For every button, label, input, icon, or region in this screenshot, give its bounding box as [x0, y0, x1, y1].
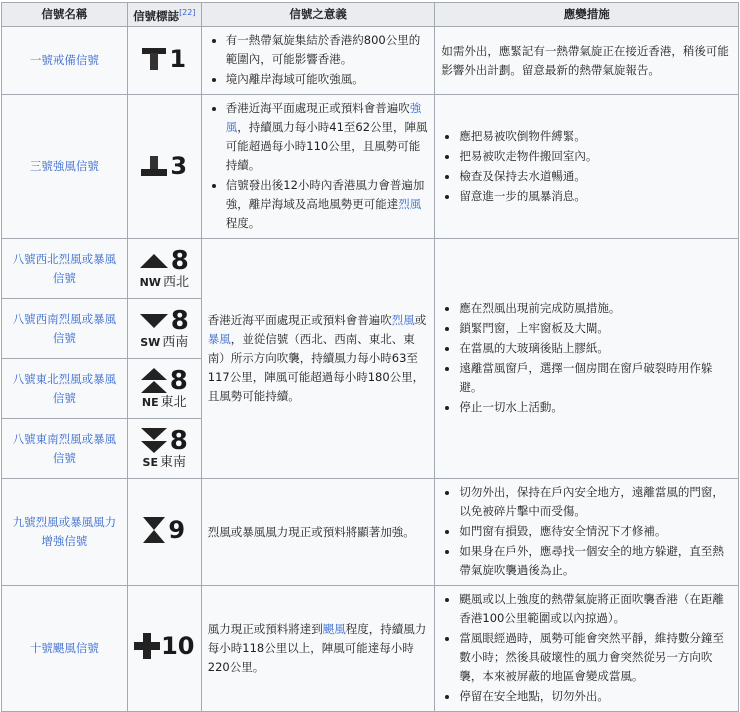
action-item: • 遠離當風窗戶，選擇一個房間在窗戶破裂時用作躲避。: [459, 359, 732, 397]
table-row: [2, 27, 739, 95]
typhoon-signals-table: [1, 2, 739, 712]
triangle-down-icon: [140, 314, 168, 328]
double-triangle-up-icon: [141, 368, 167, 394]
table-row: [2, 586, 739, 712]
action-item: • 在當風的大玻璃後貼上膠紙。: [459, 339, 732, 358]
signal-10-link[interactable]: 十號颶風信號: [29, 641, 99, 655]
signal-9-icon: 9: [143, 516, 185, 544]
meaning-item: • 信號發出後12小時內香港風力會普遍加強，離岸海域及高地風勢更可能達烈風程度。: [226, 176, 429, 233]
header-signal-name: 信號名稱: [2, 3, 128, 27]
header-meaning: 信號之意義: [201, 3, 435, 27]
signal-8sw-icon: 8 SW 西南: [140, 305, 189, 350]
table-row: [2, 479, 739, 586]
action-item: • 如果身在戶外，應尋找一個安全的地方躲避，直至熱帶氣旋吹襲過後為止。: [459, 542, 732, 580]
action-item: • 停止一切水上活動。: [459, 398, 732, 417]
inverted-t-icon: [141, 156, 167, 176]
action-item: • 切勿外出，保持在戶內安全地方，遠離當風的門窗，以免被碎片擊中而受傷。: [459, 483, 732, 521]
storm-link[interactable]: 暴風: [207, 332, 231, 346]
gale-link[interactable]: 烈風: [391, 313, 415, 327]
signal-3-icon: 3: [141, 152, 187, 180]
signal-8ne-icon: 8 NE 東北: [141, 365, 188, 410]
action-item: • 鎖緊門窗，上牢窗板及大閘。: [459, 319, 732, 338]
signal-8ne-link[interactable]: 八號東北烈風或暴風信號: [12, 371, 117, 405]
signal-1-link[interactable]: 一號戒備信號: [29, 53, 99, 67]
action-item: • 檢查及保持去水道暢通。: [459, 167, 732, 186]
signal-8se-link[interactable]: 八號東南烈風或暴風信號: [12, 431, 117, 465]
cross-icon: [134, 633, 160, 659]
header-action: 應變措施: [435, 3, 739, 27]
action-item: • 颶風或以上強度的熱帶氣旋將正面吹襲香港（在距離香港100公里範圍或以內掠過）。: [459, 590, 732, 628]
hourglass-icon: [143, 517, 165, 543]
signal-8nw-icon: 8 NW 西北: [139, 245, 189, 290]
t-shape-icon: [142, 48, 166, 70]
meaning-item: • 有一熱帶氣旋集結於香港約800公里的範圍內，可能影響香港。: [226, 31, 429, 69]
reference-link[interactable]: [22]: [179, 8, 196, 18]
hurricane-link[interactable]: 颶風: [322, 622, 346, 636]
meaning-text: 風力現正或預料將達到颶風程度，持續風力每小時118公里以上，陣風可能達每小時220公里。: [207, 622, 427, 674]
action-item: • 把易被吹走物件搬回室內。: [459, 147, 732, 166]
double-triangle-down-icon: [141, 428, 167, 454]
action-item: • 應把易被吹倒物件縛緊。: [459, 127, 732, 146]
action-item: • 如門窗有損毀，應待安全情況下才修補。: [459, 522, 732, 541]
action-item: • 留意進一步的風暴消息。: [459, 187, 732, 206]
signal-8sw-link[interactable]: 八號西南烈風或暴風信號: [12, 311, 117, 345]
signal-1-icon: 1: [142, 45, 186, 73]
header-row: [2, 3, 739, 27]
action-item: • 當風眼經過時，風勢可能會突然平靜，維持數分鐘至數小時；然後具破壞性的風力會突然從另一方向吹襲，本來被屏蔽的地區會變成當風。: [459, 629, 732, 686]
action-item: • 應在烈風出現前完成防風措施。: [459, 299, 732, 318]
triangle-up-icon: [140, 254, 168, 268]
action-text: 如需外出，應緊記有一熱帶氣旋正在接近香港，稍後可能影響外出計劃。留意最新的熱帶氣旋報告。: [435, 27, 739, 95]
signal-8nw-link[interactable]: 八號西北烈風或暴風信號: [12, 251, 117, 285]
signal-10-icon: 10: [134, 632, 194, 660]
header-signal-icon: 信號標誌[22]: [127, 3, 201, 27]
meaning-item: • 境內離岸海域可能吹強風。: [226, 70, 429, 89]
signal-9-link[interactable]: 九號烈風或暴風風力增強信號: [12, 515, 117, 548]
signal-8-meaning: 香港近海平面處現正或預料會普遍吹烈風或暴風，並從信號（西北、西南、東北、東南）所示方向吹襲，持續風力每小時63至117公里，陣風可能超過每小時180公里，且風勢可能持續。: [207, 313, 427, 403]
strong-wind-link[interactable]: 強風: [225, 101, 422, 134]
table-row: [2, 95, 739, 239]
action-item: • 停留在安全地點，切勿外出。: [459, 687, 732, 706]
signal-3-link[interactable]: 三號強風信號: [29, 159, 99, 173]
meaning-item: • 香港近海平面處現正或預料會普遍吹強風，持續風力每小時41至62公里，陣風可能超過每小時110公里，且風勢可能持續。: [226, 99, 429, 175]
table-row: [2, 239, 739, 299]
gale-link[interactable]: 烈風: [398, 197, 422, 211]
meaning-text: 烈風或暴風風力現正或預料將顯著加強。: [201, 479, 435, 586]
signal-8se-icon: 8 SE 東南: [142, 425, 188, 470]
